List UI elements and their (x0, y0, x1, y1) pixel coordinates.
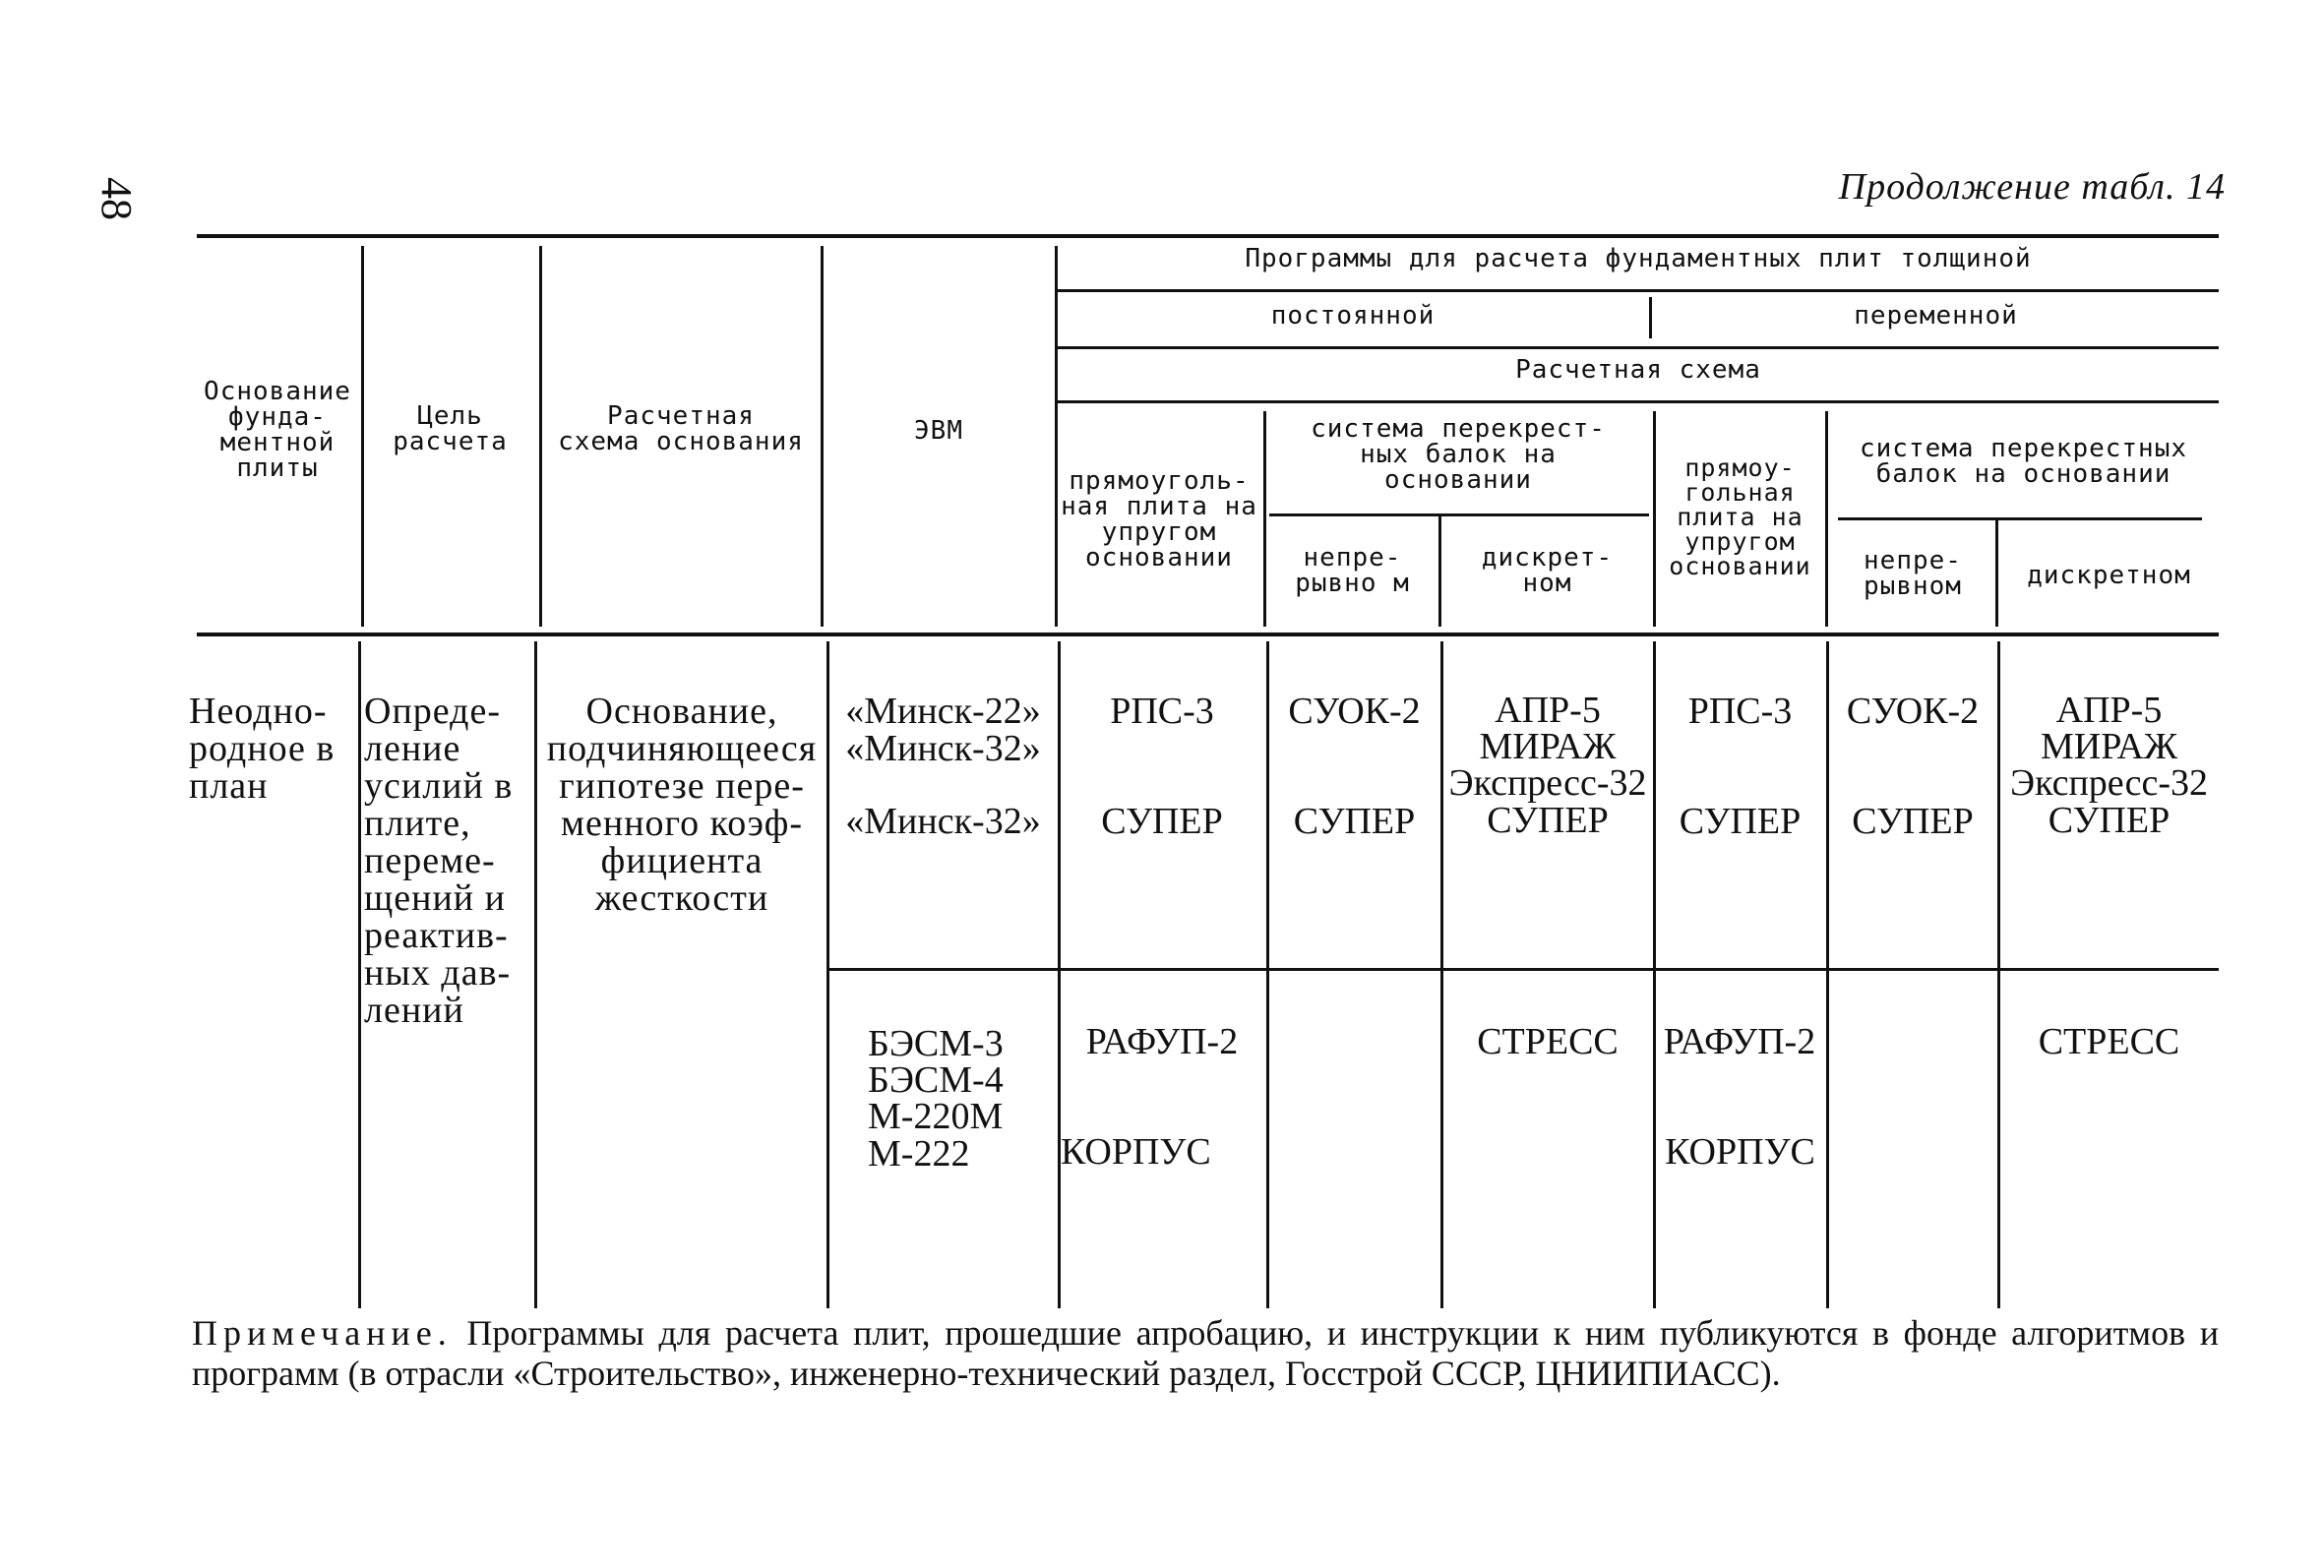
header-base: Основание фунда- ментной плиты (204, 377, 351, 483)
header-programs: Программы для расчета фундаментных плит толщиной (1245, 244, 2032, 273)
footnote (192, 1313, 2219, 1395)
vrule-8b (1826, 641, 1829, 1308)
rule-top (197, 234, 2219, 238)
cell-r1-c1b: СУПЕР (1101, 801, 1223, 842)
rule-thickness (1058, 346, 2219, 349)
footnote-text: Программы для расчета плит, прошедшие апробацию, и инструкции к ним публикуются в фонде алгоритмов и программ (в отрасли «Строительство», инженерно-технический раздел, Госстрой СССР, ЦНИИПИАСС). (192, 1313, 2219, 1394)
rule-scheme (1058, 400, 2219, 403)
cell-r1-c2b: СУПЕР (1293, 801, 1416, 842)
cell-r1-c6: АПР-5 МИРАЖ Экспресс-32 СУПЕР (2009, 690, 2208, 841)
cell-r2-c3: СТРЕСС (1477, 1021, 1619, 1062)
header-discrete-const: дискрет- ном (1481, 543, 1614, 598)
header-rect-plate-const: прямоуголь- ная плита на упругом основании (1061, 466, 1257, 573)
header-rect-plate-var: прямоу- гольная плита на упругом основании (1669, 453, 1811, 580)
cell-scheme: Основание, подчиняющееся гипотезе пере- менного коэф- фициента жесткости (546, 691, 818, 919)
vrule-5b (1266, 641, 1269, 1308)
cell-r1-c1a: РПС-3 (1110, 691, 1214, 732)
vrule-7a (1649, 297, 1652, 338)
cell-r1-c3: АПР-5 МИРАЖ Экспресс-32 СУПЕР (1448, 690, 1647, 841)
header-goal: Цель расчета (393, 401, 508, 456)
header-continuous-const: непре- рывно м (1295, 543, 1410, 598)
header-constant: постоянной (1270, 301, 1436, 331)
cell-r1-c5b: СУПЕР (1852, 801, 1974, 842)
header-continuous-var: непре- рывном (1864, 546, 1962, 601)
cell-r2-c4b: КОРПУС (1665, 1131, 1815, 1173)
rule-programs (1058, 289, 2219, 292)
cell-r1-c4b: СУПЕР (1679, 801, 1802, 842)
header-discrete-var: дискретном (2027, 561, 2191, 590)
cell-r2-c1a: РАФУП-2 (1085, 1021, 1239, 1062)
cell-r1-c2a: СУОК-2 (1288, 691, 1421, 732)
vrule-1b (358, 641, 361, 1308)
table-caption: Продолжение табл. 14 (1838, 166, 2226, 208)
cell-r1-c5a: СУОК-2 (1846, 691, 1980, 732)
cell-r2-c6: СТРЕСС (2038, 1021, 2180, 1062)
header-beam-system-var: система перекрестных балок на основании (1859, 434, 2188, 489)
header-beam-system-const: система перекрест- ных балок на основании (1311, 414, 1606, 495)
rule-row-split (828, 968, 2219, 971)
cell-r2-c1b: КОРПУС (1061, 1131, 1211, 1173)
header-scheme: Расчетная схема основания (558, 401, 804, 456)
rule-beams-const (1269, 513, 1649, 516)
cell-base: Неодно- родное в план (189, 691, 336, 807)
cell-r2-c4a: РАФУП-2 (1663, 1021, 1816, 1062)
header-evm: ЭВМ (914, 416, 963, 446)
footnote-lead: Примечание. (192, 1313, 453, 1353)
cell-evm-b: «Минск-32» (845, 801, 1041, 842)
cell-r2-evm: БЭСМ-3 БЭСМ-4 М-220М М-222 (868, 1023, 1004, 1175)
cell-goal: Опреде- ление усилий в плите, переме- щений и реактив- ных дав- лений (364, 691, 514, 1031)
rule-header-bottom (197, 633, 2219, 636)
vrule-7b (1653, 641, 1656, 1308)
vrule-2b (534, 641, 537, 1308)
rule-beams-var (1838, 517, 2202, 520)
vrule-4b (1058, 641, 1061, 1308)
cell-evm-a: «Минск-22» «Минск-32» (845, 691, 1041, 769)
page-number: 48 (92, 177, 141, 220)
cell-r1-c4a: РПС-3 (1687, 691, 1793, 732)
header-variable: переменной (1854, 301, 2018, 331)
header-calc-scheme: Расчетная схема (1515, 355, 1761, 385)
